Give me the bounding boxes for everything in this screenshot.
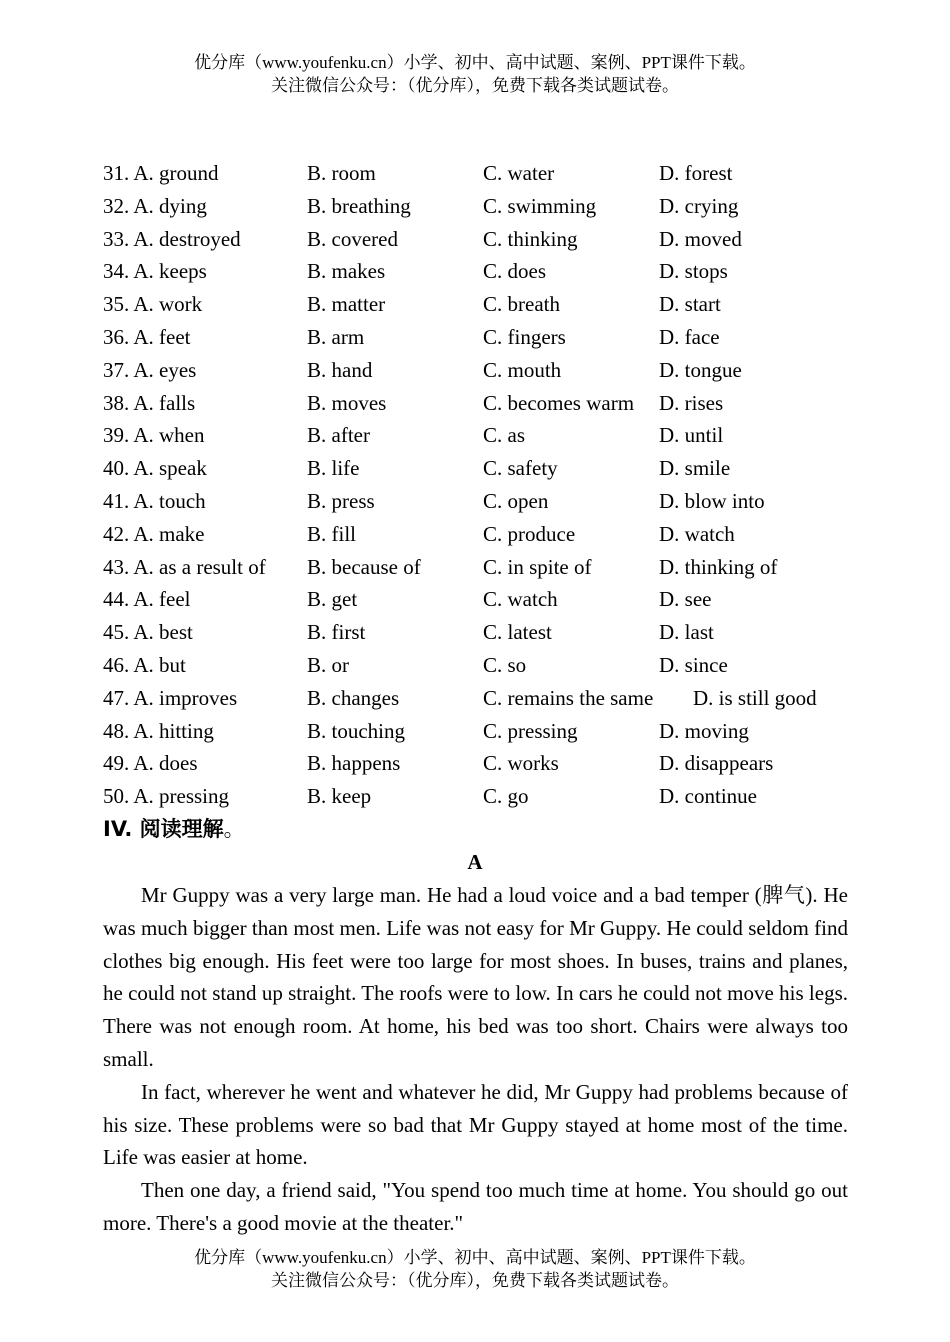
option-a: 46. A. but [103,652,186,677]
option-a: 47. A. improves [103,685,238,710]
option-b: B. get [307,587,358,612]
option-c: C. works [483,751,559,776]
option-d: D. tongue [659,357,742,382]
question-row [103,419,863,452]
option-d: D. stops [659,259,728,284]
option-d: D. until [659,423,724,448]
option-b: B. because of [307,554,421,579]
question-row [103,780,863,813]
option-d: D. thinking of [659,554,778,579]
question-row [103,747,863,780]
option-b: B. first [307,620,366,645]
question-row [103,452,863,485]
option-a: 32. A. dying [103,193,207,218]
option-c: C. thinking [483,226,578,251]
option-a: 38. A. falls [103,390,196,415]
option-b: B. moves [307,390,387,415]
header-line-2: 关注微信公众号：（优分库），免费下载各类试题试卷。 [271,76,679,95]
question-row [103,157,863,190]
option-a: 37. A. eyes [103,357,197,382]
option-c: C. produce [483,521,576,546]
option-d: D. blow into [659,488,765,513]
option-b: B. breathing [307,193,411,218]
option-c: C. as [483,423,525,448]
passage-title: A [467,850,483,874]
paragraph: Mr Guppy was a very large man. He had a loud voice and a bad temper (脾气). He was much bigger than most men. Life was not easy for Mr Guppy. He could seldom find clothes big enough. His feet were too large for most shoes. In buses, trains and planes, he could not stand up straight. The roofs were to low. In cars he could not move his legs. There was not enough room. At home, his bed was too short. Chairs were always too small. [103,883,848,1071]
option-b: B. matter [307,292,386,317]
option-b: B. arm [307,324,365,349]
header-line-1: 优分库（www.youfenku.cn）小学、初中、高中试题、案例、PPT课件下载。 [194,53,756,72]
option-c: C. becomes warm [483,390,635,415]
page-header [0,51,950,97]
option-a: 42. A. make [103,521,205,546]
option-a: 43. A. as a result of [103,554,266,579]
question-row [103,354,863,387]
question-row [103,551,863,584]
option-d: D. forest [659,161,733,185]
option-d: D. face [659,324,720,349]
option-c: C. open [483,488,549,513]
option-c: C. latest [483,620,552,645]
option-b: B. hand [307,357,373,382]
section-heading [103,813,245,845]
question-row [103,288,863,321]
option-a: 35. A. work [103,292,203,317]
option-d: D. last [659,620,714,645]
option-c: C. mouth [483,357,562,382]
option-d: D. disappears [659,751,774,776]
section-punct: 。 [223,817,245,841]
option-d: D. since [659,652,728,677]
question-row [103,649,863,682]
option-d: D. start [659,292,721,317]
option-c: C. water [483,161,555,185]
option-c: C. go [483,784,529,809]
page-footer [0,1246,950,1292]
option-d: D. see [659,587,712,612]
option-b: B. or [307,652,349,677]
option-a: 50. A. pressing [103,784,229,809]
option-a: 45. A. best [103,620,193,645]
question-row [103,190,863,223]
question-row [103,485,863,518]
question-row [103,518,863,551]
question-list [103,157,863,813]
option-c: C. in spite of [483,554,592,579]
option-b: B. covered [307,226,398,251]
option-d: D. rises [659,390,724,415]
option-d: D. smile [659,456,731,481]
option-b: B. life [307,456,360,481]
question-row [103,223,863,256]
option-c: C. breath [483,292,560,317]
option-d: D. moving [659,718,749,743]
option-b: B. fill [307,521,357,546]
option-c: C. safety [483,456,558,481]
option-b: B. keep [307,784,372,809]
option-c: C. fingers [483,324,566,349]
option-b: B. changes [307,685,400,710]
question-row [103,682,863,715]
option-a: 49. A. does [103,751,198,776]
option-a: 33. A. destroyed [103,226,241,251]
option-d: D. crying [659,193,739,218]
section-title: IV. 阅读理解 [103,817,224,841]
option-c: C. watch [483,587,558,612]
passage [103,879,848,1240]
option-b: B. happens [307,751,401,776]
option-c: C. remains the same [483,685,654,710]
option-a: 31. A. ground [103,161,219,185]
question-row [103,616,863,649]
option-b: B. touching [307,718,405,743]
option-a: 34. A. keeps [103,259,207,284]
footer-line-2: 关注微信公众号：（优分库），免费下载各类试题试卷。 [271,1271,679,1290]
footer-line-1: 优分库（www.youfenku.cn）小学、初中、高中试题、案例、PPT课件下载。 [194,1248,756,1267]
paragraph: Then one day, a friend said, "You spend too much time at home. You should go out more. There's a good movie at the theater." [103,1178,848,1235]
option-a: 44. A. feel [103,587,191,612]
option-a: 40. A. speak [103,456,207,481]
question-row [103,321,863,354]
option-d: D. continue [659,784,757,809]
option-c: C. so [483,652,527,677]
option-d: D. moved [659,226,742,251]
option-c: C. does [483,259,546,284]
option-d: D. watch [659,521,735,546]
option-a: 41. A. touch [103,488,206,513]
option-c: C. pressing [483,718,578,743]
paragraph: In fact, wherever he went and whatever he did, Mr Guppy had problems because of his size. These problems were so bad that Mr Guppy stayed at home most of the time. Life was easier at home. [103,1079,848,1170]
option-a: 36. A. feet [103,324,191,349]
question-row [103,387,863,420]
option-a: 48. A. hitting [103,718,214,743]
option-b: B. makes [307,259,386,284]
question-row [103,255,863,288]
option-b: B. press [307,488,375,513]
option-c: C. swimming [483,193,597,218]
question-row [103,583,863,616]
option-b: B. room [307,161,376,185]
option-d: D. is still good [693,685,817,710]
option-b: B. after [307,423,370,448]
option-a: 39. A. when [103,423,205,448]
question-row [103,715,863,748]
